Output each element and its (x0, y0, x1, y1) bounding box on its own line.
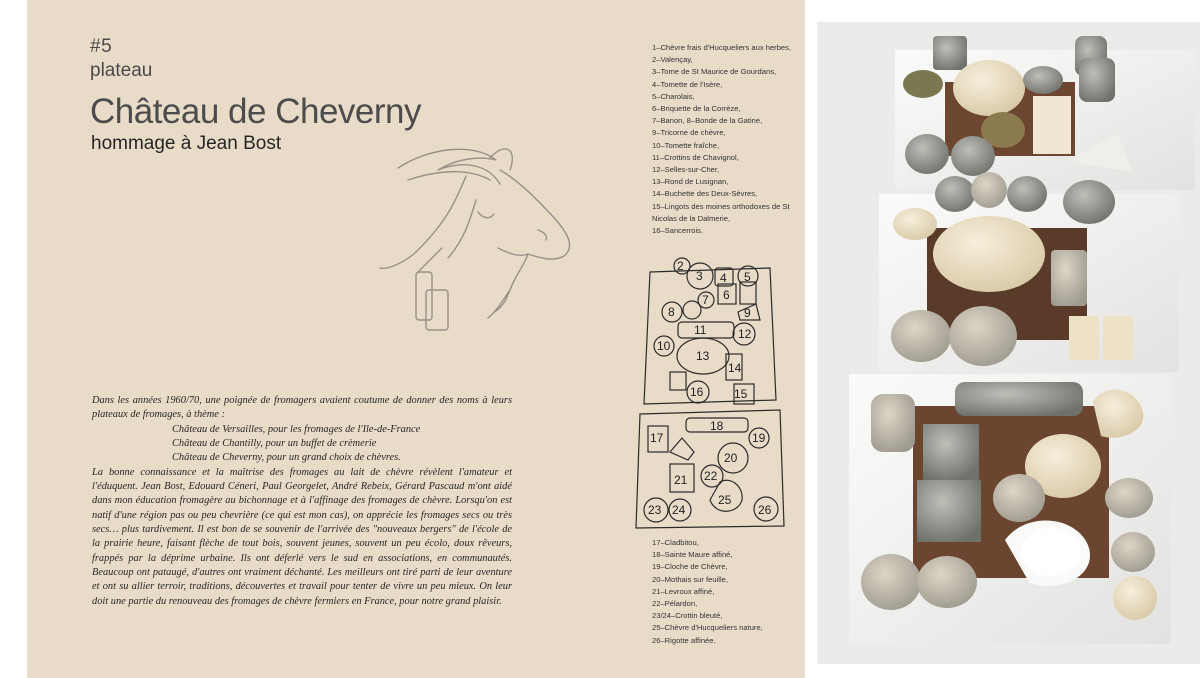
page-title: Château de Cheverny (90, 92, 421, 131)
legend-item: 26–Rigotte affinée. (652, 635, 716, 645)
plan-number: 24 (672, 503, 686, 517)
cheese-photo-illustration (817, 22, 1200, 664)
page-subtitle: hommage à Jean Bost (91, 133, 282, 154)
chateau-line: Château de Chantilly, pour un buffet de crèmerie (172, 438, 377, 450)
cheese-plate-photo (817, 22, 1200, 664)
legend-item: 10–Tomette fraîche, (652, 140, 720, 150)
legend-item: 20–Mothais sur feuille, (652, 574, 728, 584)
chateau-line: Château de Cheverny, pour un grand choix de chèvres. (172, 452, 401, 464)
plan-number: 6 (723, 288, 730, 302)
legend-item: 15–Lingots des moines orthodoxes de St Nicolas de la Dalmerie, (652, 201, 790, 223)
legend-item: 14–Buchette des Deux-Sèvres, (652, 189, 758, 199)
plan-number: 25 (718, 493, 732, 507)
cheese-legend-top (652, 42, 802, 237)
legend-item: 18–Sainte Maure affiné, (652, 550, 733, 560)
plan-number: 8 (668, 305, 675, 319)
legend-item: 9–Tricorne de chèvre, (652, 128, 726, 138)
legend-item: 25–Chèvre d'Hucqueliers nature, (652, 623, 763, 633)
plan-number: 19 (752, 431, 766, 445)
plan-number: 4 (720, 271, 727, 285)
intro-text (92, 394, 512, 609)
plan-number: 12 (738, 327, 752, 341)
goat-head-icon (378, 140, 583, 340)
legend-item: 11–Crottins de Chavignol, (652, 152, 739, 162)
plan-number: 14 (728, 361, 742, 375)
plan-number: 16 (690, 385, 704, 399)
legend-item: 7–Banon, 8–Bonde de la Gatine, (652, 116, 763, 126)
plan-number: 2 (677, 259, 684, 273)
legend-item: 22–Pélardon, (652, 599, 698, 609)
legend-item: 3–Tome de St Maurice de Gourdans, (652, 67, 777, 77)
legend-item: 13–Rond de Lusignan, (652, 177, 729, 187)
legend-item: 21–Levroux affiné, (652, 586, 715, 596)
plan-number: 20 (724, 451, 738, 465)
cheese-plate-diagram (630, 254, 790, 532)
legend-item: 5–Charolais, (652, 91, 695, 101)
intro-body: La bonne connaissance et la maîtrise des fromages au lait de chèvre révèlent l'amateur et l'éduquent. Jean Bost, Edouard Céneri, Paul Georgelet, André Rebeix, Gérard Pascaud m'ont aidé dans mon éducation fromagère au bichonnage et à l'affinage des fromages de chèvre. Lorsqu'on est natif d'une région pas ou peu chevrière (ce qui est mon cas), on apprécie les fromages secs ou très secs… plus tardivement. Il est bon de se souvenir de l'arrivée des "nouveaux bergers" de l'école de la prairie heure, faisant flèche de tout bois, souvent jeunes, souvent un peu écolo, doux rêveurs, frappés par la déprime urbaine. Ils ont déferlé vers le sud en associations, en communautés. Beaucoup ont pataugé, d'autres ont vraiment déchanté. Les meilleurs ont tiré parti de leur aventure et ont su allier terroir, traditions, découvertes et travail pour tenter de vivre un peu mieux. On leur doit une partie du renouveau des fromages de chèvre fermiers en France, pour notre grand plaisir. (92, 466, 512, 607)
plan-number: 5 (744, 270, 751, 284)
legend-item: 2–Valençay, (652, 55, 693, 65)
plan-number: 22 (704, 469, 718, 483)
plan-number: 13 (696, 349, 710, 363)
intro-lead: Dans les années 1960/70, une poignée de fromagers avaient coutume de donner des noms à leurs plateaux de fromages, à thème : (92, 395, 512, 421)
plate-number: #5 (90, 36, 113, 57)
plan-number: 11 (694, 323, 707, 337)
chateau-line: Château de Versailles, pour les fromages de l'Ile-de-France (172, 423, 421, 435)
legend-item: 4–Tomette de l'Isère, (652, 79, 723, 89)
plan-number: 9 (744, 306, 751, 320)
plan-number: 7 (702, 293, 709, 307)
plan-number: 10 (657, 339, 671, 353)
plan-number: 23 (648, 503, 662, 517)
legend-item: 1–Chèvre frais d'Hucqueliers aux herbes, (652, 43, 792, 52)
legend-item: 17–Cladbitou, (652, 538, 699, 547)
legend-item: 16–Sancerrois. (652, 226, 704, 236)
cheese-legend-bottom (652, 537, 802, 647)
legend-item: 23/24–Crottin bleuté, (652, 611, 723, 621)
plan-number: 15 (734, 387, 748, 401)
legend-item: 6–Briquette de la Corrèze, (652, 104, 741, 114)
plan-number: 26 (758, 503, 772, 517)
plan-number: 3 (696, 269, 703, 283)
legend-item: 19–Cloche de Chèvre, (652, 562, 728, 572)
legend-item: 12–Selles-sur-Cher, (652, 165, 720, 175)
plan-number: 17 (650, 431, 664, 445)
plate-kicker: plateau (90, 60, 153, 81)
plan-number: 21 (674, 473, 688, 487)
plan-number: 18 (710, 419, 724, 433)
